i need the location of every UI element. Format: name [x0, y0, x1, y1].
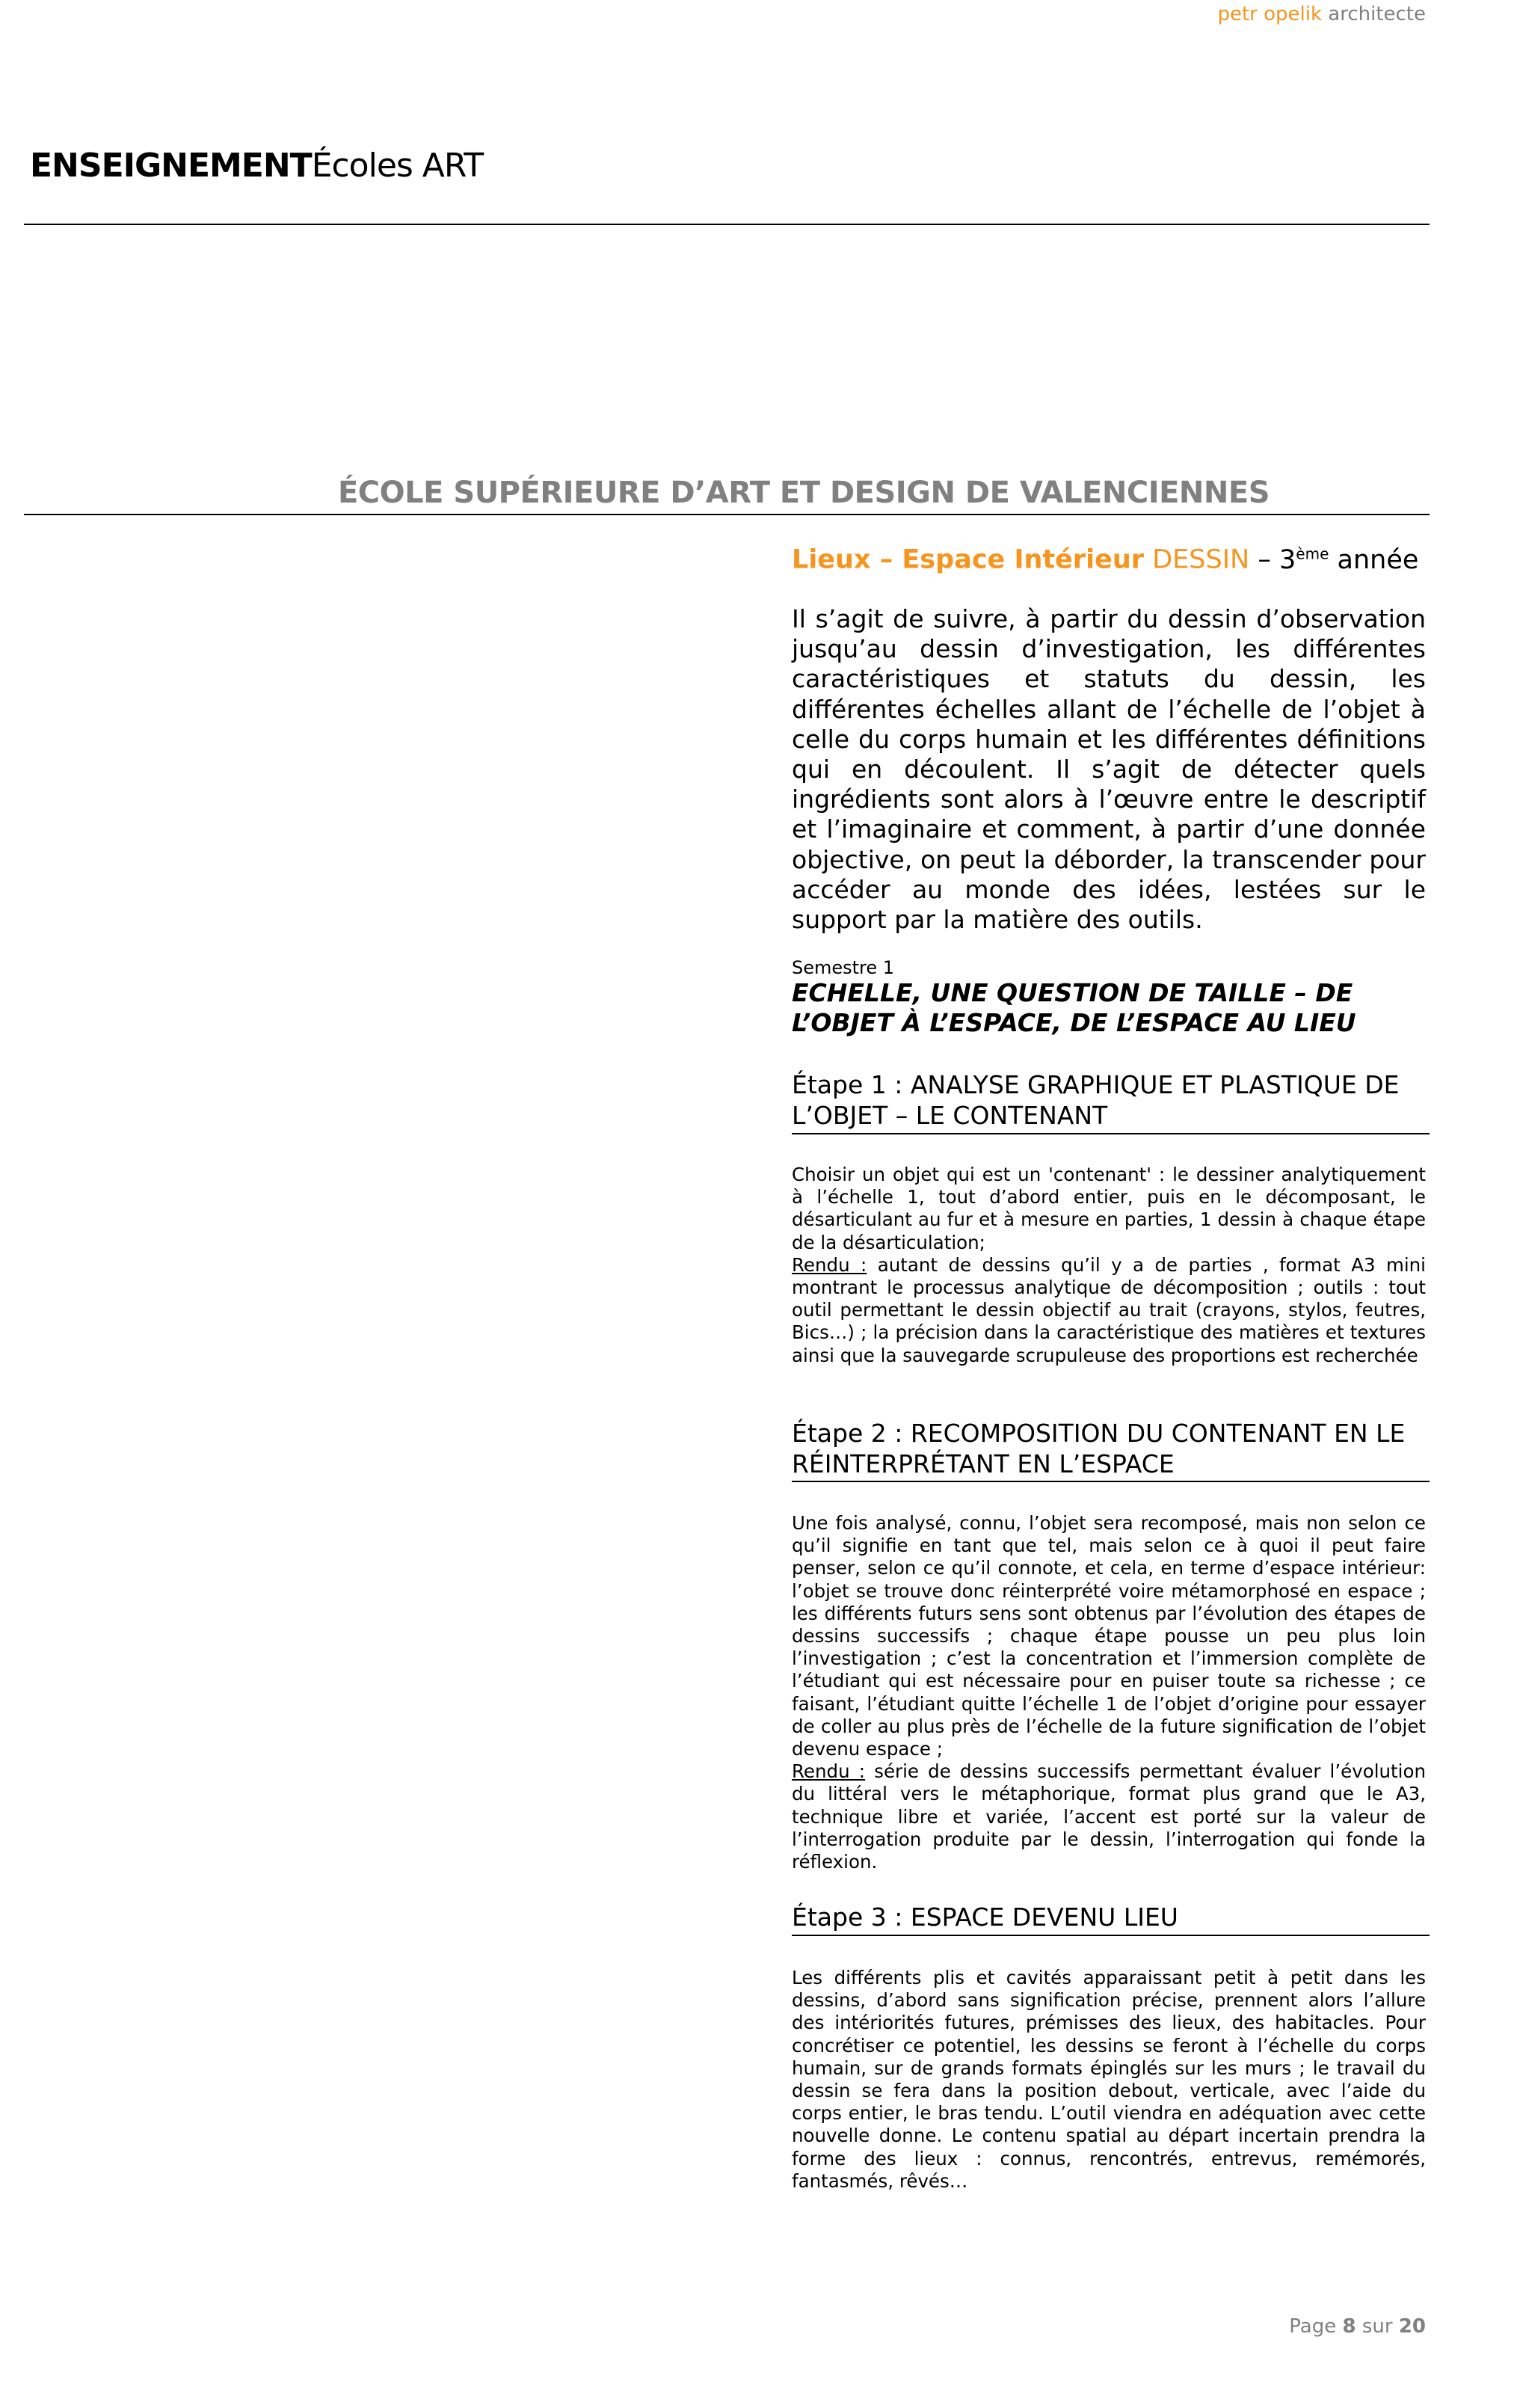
semester-title: ECHELLE, UNE QUESTION DE TAILLE – DE L’OBJET À L’ESPACE, DE L’ESPACE AU LIEU [792, 978, 1356, 1037]
step-3-divider [792, 1935, 1430, 1936]
step-2-rendu-label: Rendu : [792, 1760, 866, 1783]
title-regular: Écoles ART [311, 147, 484, 185]
step-2-rendu-text: série de dessins successifs permettant évaluer l’évolution du littéral vers le métaphorique, format plus grand que le A3, technique libre et variée, l’accent est porté sur la valeur de l’interrogation produite par le dessin, l’interrogation qui fonde la réflexion. [792, 1760, 1426, 1873]
course-dash: – [1258, 544, 1271, 575]
brand-name: petr opelik [1217, 3, 1322, 25]
intro-paragraph: Il s’agit de suivre, à partir du dessin d’observation jusqu’au dessin d’investigation, les différentes caractéristiques et statuts du dessin, les différentes échelles allant de l’échelle de l’objet à celle du corps humain et les différentes définitions qui en découlent. Il s’agit de détecter quels ingrédients sont alors à l’œuvre entre le descriptif et l’imaginaire et comment, à partir d’une donnée objective, on peut la déborder, la transcender pour accéder au monde des idées, lestées sur le support par la matière des outils. [792, 604, 1426, 935]
year-word: année [1337, 544, 1419, 575]
course-subject: DESSIN [1152, 544, 1250, 575]
step-1-description: Choisir un objet qui est un 'contenant' : le dessiner analytiquement à l’échelle 1, tout d’abord entier, puis en le décomposant, le désarticulant au fur et à mesure en parties, 1 dessin à chaque étape de la désarticulation; [792, 1164, 1426, 1253]
brand-header [1217, 3, 1426, 25]
year-number: 3 [1279, 544, 1296, 575]
year-sup: ème [1296, 544, 1329, 562]
step-1-text [792, 1164, 1426, 1367]
page-word: Page [1289, 2315, 1337, 2338]
header-divider [24, 224, 1430, 225]
step-3-text: Les différents plis et cavités apparaissant petit à petit dans les dessins, d’abord sans signification précise, prennent alors l’allure des intériorités futures, prémisses des lieux, des habitacles. Pour concrétiser ce potentiel, les dessins se feront à l’échelle du corps humain, sur de grands formats épinglés sur les murs ; le travail du dessin se fera dans la position debout, verticale, avec l’aide du corps entier, le bras tendu. L’outil viendra en adéquation avec cette nouvelle donne. Le contenu spatial au départ incertain prendra la forme des lieux : connus, rencontrés, entrevus, remémorés, fantasmés, rêvés… [792, 1967, 1426, 2192]
step-2-description: Une fois analysé, connu, l’objet sera recomposé, mais non selon ce qu’il signifie en tant que tel, mais selon ce à quoi il peut faire penser, selon ce qu’il connote, et cela, en terme d’espace intérieur: l’objet se trouve donc réinterprété voire métamorphosé en espace ; les différents futurs sens sont obtenus par l’évolution des étapes de dessins successifs ; chaque étape pousse un peu plus loin l’investigation ; c’est la concentration et l’immersion complète de l’étudiant qui est nécessaire pour en puiser toute sa richesse ; ce faisant, l’étudiant quitte l’échelle 1 de l’objet d’origine pour essayer de coller au plus près de l’échelle de la future signification de l’objet devenu espace ; [792, 1512, 1426, 1760]
course-title [792, 544, 1426, 575]
step-1-rendu-label: Rendu : [792, 1253, 867, 1276]
course-year [1279, 545, 1418, 575]
school-title: ÉCOLE SUPÉRIEURE D’ART ET DESIGN DE VALENCIENNES [337, 476, 1270, 510]
step-1-rendu-text: autant de dessins qu’il y a de parties , format A3 mini montrant le processus analytique de décomposition ; outils : tout outil permettant le dessin objectif au trait (crayons, stylos, feutres, Bics…) ; la précision dans la caractéristique des matières et textures ainsi que la sauvegarde scrupuleuse des proportions est recherchée [792, 1253, 1426, 1366]
page-current: 8 [1342, 2315, 1356, 2338]
step-1-divider [792, 1133, 1430, 1134]
page-number [1289, 2315, 1426, 2338]
step-1-heading: Étape 1 : ANALYSE GRAPHIQUE ET PLASTIQUE DE L’OBJET – LE CONTENANT [792, 1070, 1400, 1130]
page-total: 20 [1398, 2315, 1426, 2338]
page-title [30, 147, 483, 185]
brand-suffix: architecte [1328, 3, 1426, 25]
step-2-text [792, 1512, 1426, 1873]
step-2-heading: Étape 2 : RECOMPOSITION DU CONTENANT EN LE RÉINTERPRÉTANT EN L’ESPACE [792, 1419, 1406, 1478]
semester-label: Semestre 1 [792, 957, 895, 978]
course-title-bold: Lieux – Espace Intérieur [792, 544, 1145, 575]
school-divider [24, 514, 1430, 515]
step-2-divider [792, 1481, 1430, 1482]
title-bold: ENSEIGNEMENT [30, 147, 312, 185]
page-of-word: sur [1361, 2315, 1393, 2338]
step-3-heading: Étape 3 : ESPACE DEVENU LIEU [792, 1902, 1178, 1932]
